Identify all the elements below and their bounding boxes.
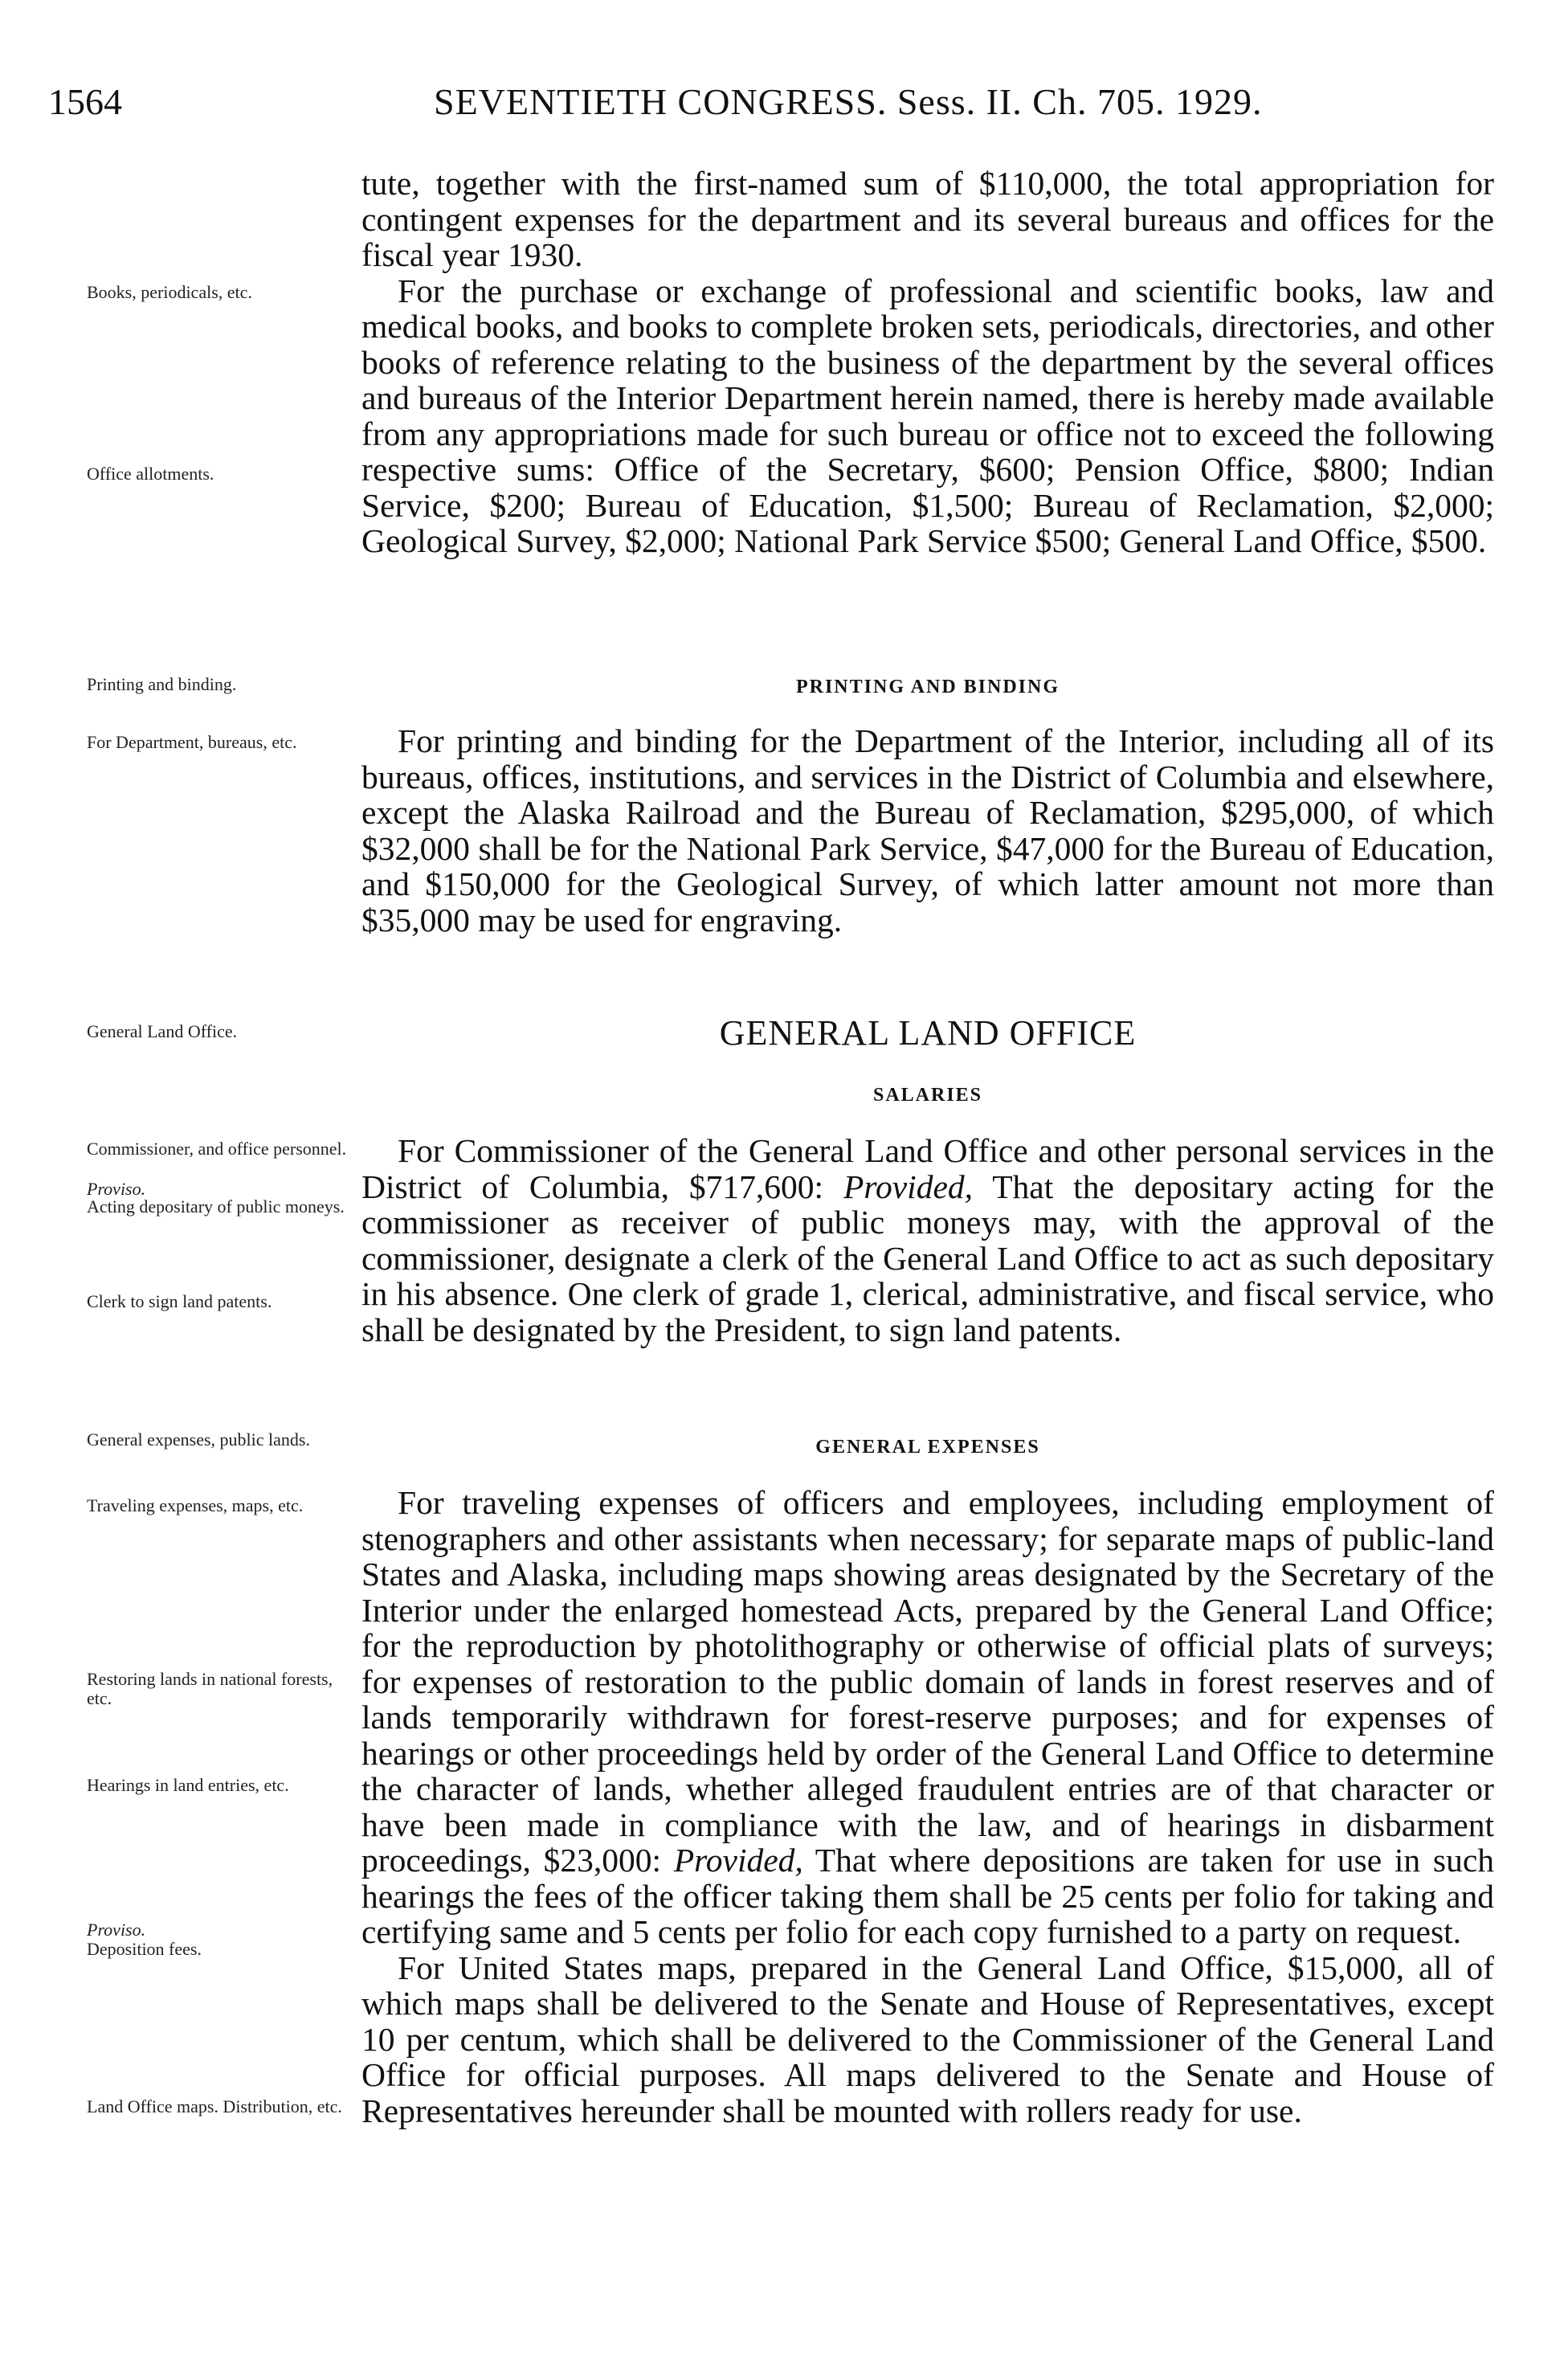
margin-note-acting-depositary: Acting depositary of public moneys.	[87, 1196, 345, 1217]
margin-note-general-land-office: General Land Office.	[87, 1021, 238, 1041]
margin-note-printing-binding: Printing and binding.	[87, 674, 237, 694]
proviso-label: Proviso.	[87, 1920, 146, 1940]
paragraph-contingent: tute, together with the first-named sum of $110,000, the total appropriation for contingent expenses for the department and its several bureaus and offices for the fiscal year 1930.	[361, 165, 1494, 273]
margin-note-traveling: Traveling expenses, maps, etc.	[87, 1495, 304, 1515]
running-title: SEVENTIETH CONGRESS. Sess. II. Ch. 705. 1929.	[434, 81, 1263, 122]
heading-printing-binding: PRINTING AND BINDING	[795, 677, 1060, 697]
text-block-printing	[361, 723, 1494, 938]
margin-note-books: Books, periodicals, etc.	[87, 282, 252, 302]
margin-note-hearings: Hearings in land entries, etc.	[87, 1775, 289, 1795]
margin-note-for-department: For Department, bureaus, etc.	[87, 732, 297, 752]
heading-salaries: SALARIES	[872, 1085, 983, 1106]
margin-note-commissioner: Commissioner, and office personnel.	[87, 1139, 347, 1159]
provided-word-2: Provided,	[673, 1842, 803, 1879]
page-header	[48, 80, 1486, 129]
text-block-salaries	[361, 1133, 1494, 1347]
paragraph-books: For the purchase or exchange of professional and scientific books, law and medical books, and books to complete broken sets, periodicals, directories, and other books of reference relating to the business of the department by the several offices and bureaus of the Interior Department herein named, there is hereby made available from any appropriations made for such bureau or office not to exceed the following respective sums: Office of the Secretary, $600; Pension Office, $800; Indian Service, $200; Bureau of Education, $1,500; Bureau of Reclamation, $2,000; Geological Survey, $2,000; National Park Service $500; General Land Office, $500.	[361, 272, 1494, 559]
commissioner-text-a: For Commissioner of the General Land Office and other personal services in the District of Columbia, $717,600:	[361, 1132, 1494, 1205]
margin-note-restoring: Restoring lands in national forests, etc.	[87, 1669, 333, 1708]
margin-note-proviso-2	[87, 1920, 360, 1940]
heading-general-land-office: GENERAL LAND OFFICE	[719, 1013, 1137, 1053]
text-block-general-expenses	[361, 1485, 1494, 2129]
paragraph-commissioner	[361, 1133, 1494, 1347]
margin-note-general-expenses: General expenses, public lands.	[87, 1429, 310, 1450]
margin-note-land-office-maps: Land Office maps. Distribution, etc.	[87, 2096, 342, 2116]
margin-note-office-allotments: Office allotments.	[87, 464, 214, 484]
commissioner-text-b: That the depositary acting for the commissioner as receiver of public moneys may, with the approval of the commissioner, designate a clerk of the General Land Office to act as such depositary in his absence. One clerk of grade 1, clerical, administrative, and fiscal service, who shall be designated by the President, to sign land patents.	[361, 1168, 1494, 1348]
proviso-label: Proviso.	[87, 1179, 146, 1199]
margin-note-clerk-sign: Clerk to sign land patents.	[87, 1291, 272, 1311]
paragraph-maps: For United States maps, prepared in the General Land Office, $15,000, all of which maps shall be delivered to the Senate and House of Representatives, except 10 per centum, which shall be delivered to the Commissioner of the General Land Office for official purposes. All maps delivered to the Senate and House of Representatives hereunder shall be mounted with rollers ready for use.	[361, 1949, 1494, 2129]
margin-note-deposition: Deposition fees.	[87, 1939, 202, 1959]
text-block-contingent	[361, 166, 1494, 559]
traveling-text-a: For traveling expenses of officers and employees, including employment of stenographers and other assistants when necessary; for separate maps of public-land States and Alaska, including maps showing areas designated by the Secretary of the Interior under the enlarged homestead Acts, prepared by the General Land Office; for the reproduction by photolithography or otherwise of official plats of surveys; for expenses of restoration to the public domain of lands in forest reserves and of lands temporarily withdrawn for forest-reserve purposes; and for expenses of hearings or other proceedings held by order of the General Land Office to determine the character of lands, whether alleged fraudulent entries are of that character or have been made in compliance with the law, and of hearings in disbarment proceedings, $23,000:	[361, 1484, 1494, 1879]
page-number: 1564	[48, 81, 122, 122]
traveling-text-b: That where depositions are taken for use in such hearings the fees of the officer taking them shall be 25 cents per folio for taking and certifying same and 5 cents per folio for each copy furnished to a party on request.	[361, 1842, 1495, 1950]
heading-general-expenses: GENERAL EXPENSES	[815, 1437, 1040, 1458]
paragraph-traveling	[361, 1485, 1494, 1950]
provided-word: Provided,	[843, 1168, 973, 1205]
paragraph-printing: For printing and binding for the Department of the Interior, including all of its bureaus, offices, institutions, and services in the District of Columbia and elsewhere, except the Alaska Railroad and the Bureau of Reclamation, $295,000, of which $32,000 shall be for the National Park Service, $47,000 for the Bureau of Education, and $150,000 for the Geological Survey, of which latter amount not more than $35,000 may be used for engraving.	[361, 722, 1494, 939]
